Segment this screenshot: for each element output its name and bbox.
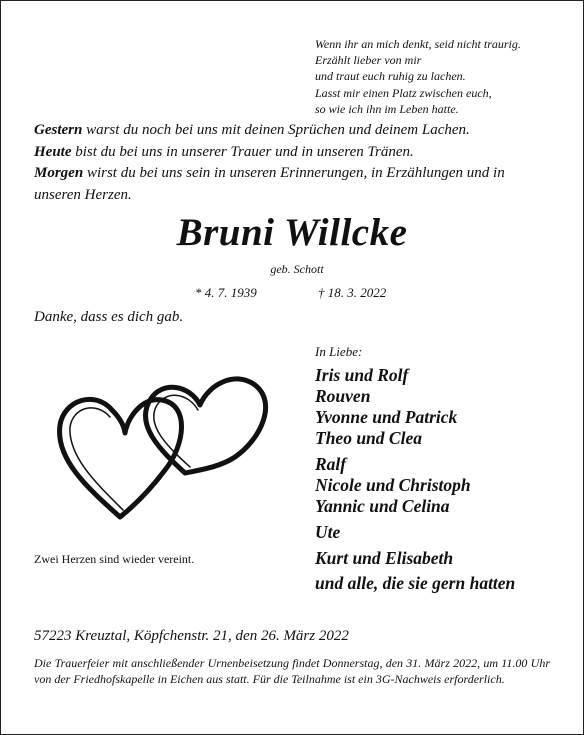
verse-keyword: Morgen <box>34 165 84 182</box>
death-date: † 18. 3. 2022 <box>318 285 387 300</box>
mourner-line: Theo und Clea <box>315 428 422 448</box>
thanks-line: Danke, dass es dich gab. <box>34 309 184 325</box>
verse-morgen <box>34 163 554 206</box>
days-verse <box>34 120 554 206</box>
mourner-line: Nicole und Christoph <box>315 475 471 495</box>
verse-text: wirst du bei uns sein in unseren Erinnerungen, in Erzählungen und in unseren Herzen. <box>34 165 505 203</box>
in-love-label: In Liebe: <box>315 344 363 359</box>
mourner-line: Kurt und Elisabeth <box>315 548 454 568</box>
poem <box>315 36 521 117</box>
verse-text: warst du noch bei uns mit deinen Sprüchen und deinem Lachen. <box>82 122 470 138</box>
mourner-line: Yvonne und Patrick <box>315 407 458 427</box>
birth-date: * 4. 7. 1939 <box>195 285 257 300</box>
verse-gestern <box>34 120 554 142</box>
mourner-line: und alle, die sie gern hatten <box>315 573 516 593</box>
poem-line: so wie ich ihn im Leben hatte. <box>315 101 459 116</box>
poem-line: und traut euch ruhig zu lachen. <box>315 69 466 84</box>
mourner-line: Yannic und Celina <box>315 496 450 516</box>
birth-name: geb. Schott <box>270 262 324 276</box>
verse-text: bist du bei uns in unserer Trauer und in unseren Tränen. <box>71 143 414 160</box>
poem-line: Wenn ihr an mich denkt, seid nicht traurig. <box>315 37 521 51</box>
mourner-line: Ralf <box>315 454 347 474</box>
deceased-name: Bruni Willcke <box>176 211 408 254</box>
funeral-notice: Die Trauerfeier mit anschließender Urnenbeisetzung findet Donnerstag, den 31. März 2022, um 11.00 Uhr von der Friedhofskapelle in Eichen aus statt. Für die Teilnahme ist ein 3G-Nachweis erforderlich. <box>34 656 550 686</box>
mourner-line: Rouven <box>315 386 371 406</box>
verse-heute <box>34 142 554 164</box>
two-hearts-icon <box>50 365 280 525</box>
verse-keyword: Heute <box>34 143 72 160</box>
poem-line: Erzählt lieber von mir <box>315 53 422 68</box>
poem-line: Lasst mir einen Platz zwischen euch, <box>315 85 492 100</box>
address-line: 57223 Kreuztal, Köpfchenstr. 21, den 26. März 2022 <box>34 628 349 644</box>
mourner-line: Ute <box>315 522 341 542</box>
hearts-caption: Zwei Herzen sind wieder vereint. <box>34 552 195 566</box>
verse-keyword: Gestern <box>34 122 83 138</box>
mourner-line: Iris und Rolf <box>315 365 409 385</box>
